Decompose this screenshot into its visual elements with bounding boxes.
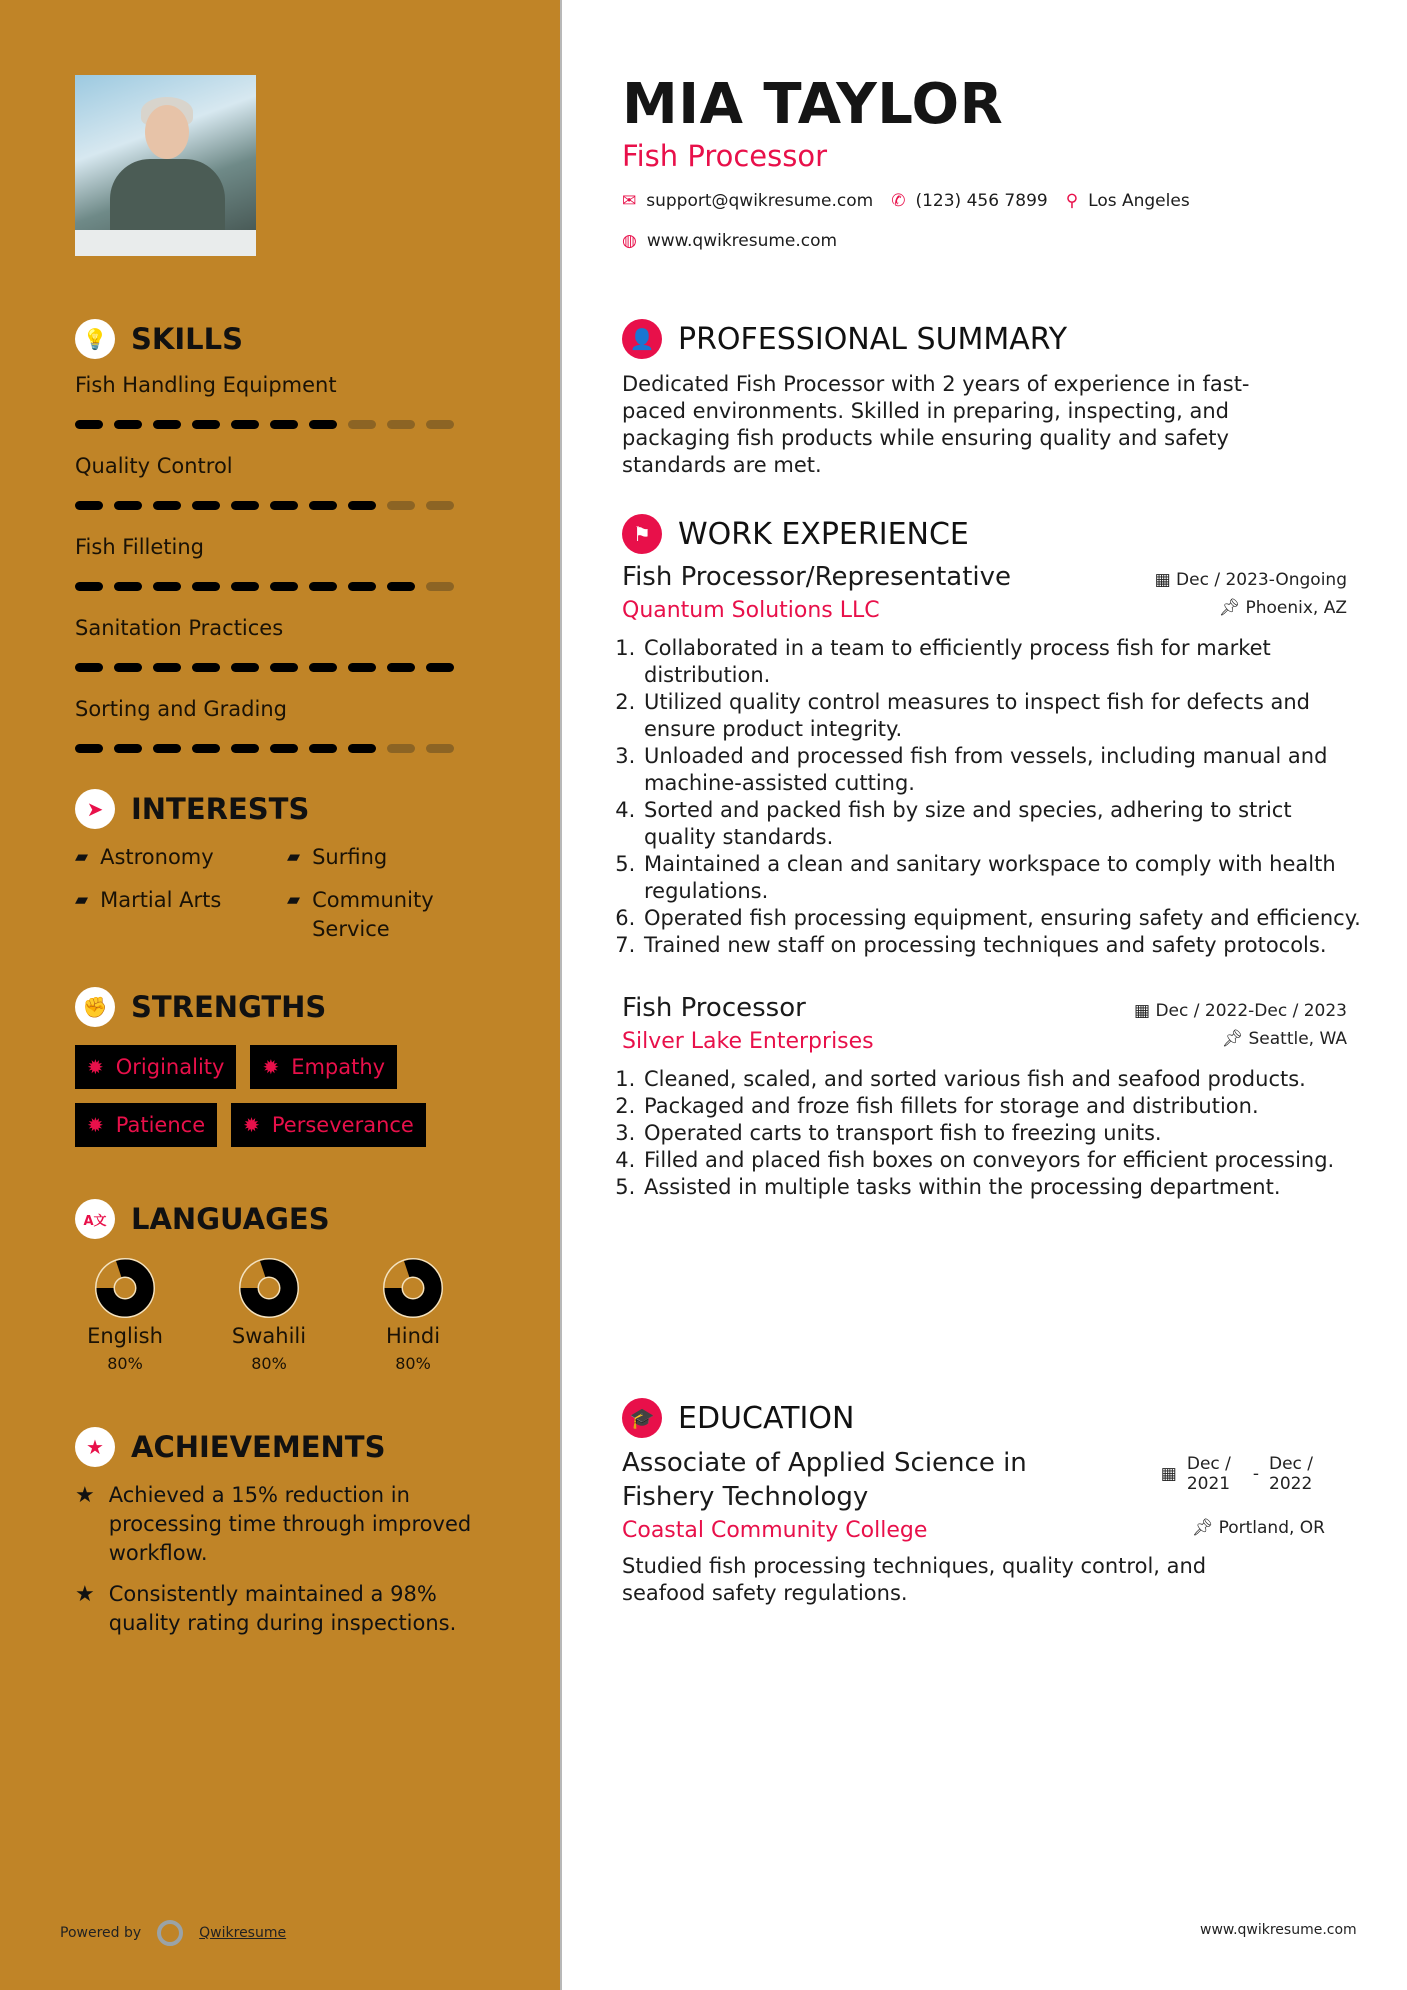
experience-heading: WORK EXPERIENCE <box>678 516 969 552</box>
skill-dash <box>231 420 259 429</box>
language-item <box>75 1257 175 1373</box>
strength-label: Patience <box>115 1113 206 1137</box>
skill-level-bar <box>75 663 454 672</box>
skill-dash <box>153 582 181 591</box>
pin-icon: 📌︎ <box>1218 598 1246 618</box>
responsibilities-list <box>642 635 1362 959</box>
strength-label: Originality <box>115 1055 225 1079</box>
degree: Associate of Applied Science in Fishery Technology <box>622 1448 1027 1512</box>
strengths-heading: STRENGTHS <box>131 990 327 1024</box>
skill-dash <box>231 582 259 591</box>
language-donut <box>238 1257 300 1319</box>
skill-dash <box>387 420 415 429</box>
paper-plane-icon: ➤ <box>75 789 115 829</box>
skill-dash <box>153 744 181 753</box>
language-percent: 80% <box>107 1354 143 1373</box>
skill-level-bar <box>75 501 454 510</box>
skill-dash <box>153 501 181 510</box>
calendar-icon: ▦ <box>1160 1464 1177 1484</box>
bullet: 4. Filled and placed fish boxes on conveyors for efficient processing. <box>642 1147 1362 1174</box>
language-percent: 80% <box>395 1354 431 1373</box>
qwikresume-logo-icon <box>157 1920 183 1946</box>
job-location-text: Phoenix, AZ <box>1245 598 1347 618</box>
user-icon: 👤 <box>622 319 662 359</box>
skill-dash <box>192 582 220 591</box>
achievement-item <box>75 1580 495 1638</box>
company: Silver Lake Enterprises <box>622 1029 874 1054</box>
job-date <box>1155 570 1347 590</box>
skill-dash <box>309 420 337 429</box>
strength-tag <box>250 1045 397 1089</box>
skill-dash <box>114 582 142 591</box>
location: Los Angeles <box>1088 191 1190 211</box>
skill-label: Quality Control <box>75 454 233 478</box>
pin-icon: 📌︎ <box>1221 1029 1249 1049</box>
skill-dash <box>231 501 259 510</box>
candidate-name: MIA TAYLOR <box>622 72 1004 137</box>
achievements-section <box>75 1427 495 1650</box>
job-subheader <box>622 1029 1347 1054</box>
language-name: Hindi <box>385 1324 441 1348</box>
summary-text: Dedicated Fish Processor with 2 years of experience in fast-paced environments. Skilled in preparing, inspecting, and packaging fish products while ensuring quality and safety standards are met. <box>622 372 1250 477</box>
skill-dash <box>426 744 454 753</box>
lightbulb-icon: 💡 <box>75 319 115 359</box>
skill-dash <box>75 663 103 672</box>
language-name: English <box>87 1324 163 1348</box>
job-date-text: Dec / 2022-Dec / 2023 <box>1155 1001 1347 1021</box>
school: Coastal Community College <box>622 1518 928 1543</box>
phone-icon: ✆ <box>891 191 906 211</box>
skill-dash <box>387 663 415 672</box>
skill-dash <box>426 501 454 510</box>
envelope-icon: ✉ <box>622 191 637 211</box>
skill-dash <box>192 663 220 672</box>
education-section: 🎓 EDUCATION Associate of Applied Science in Fishery Technology ▦ Dec / 2021 - Dec / 2022 Coastal Community College 📌︎ Portland, OR Studied fish processing techniques, quality control, and seafood safety regulations. <box>622 1398 1347 1607</box>
skill-dash <box>426 663 454 672</box>
skill-dash <box>270 744 298 753</box>
skill-dash <box>270 420 298 429</box>
achievements-heading: ACHIEVEMENTS <box>131 1430 386 1464</box>
edu-start: Dec / 2021 <box>1186 1454 1231 1494</box>
interest-item <box>75 886 287 944</box>
pin-icon: 📌︎ <box>1191 1518 1219 1538</box>
achievement-item <box>75 1481 495 1568</box>
job-date-text: Dec / 2023-Ongoing <box>1176 570 1347 590</box>
job-title: Fish Processor <box>622 139 828 173</box>
interest-item <box>75 843 287 872</box>
education-heading: EDUCATION <box>678 1400 855 1436</box>
skill-dash <box>231 663 259 672</box>
summary-section <box>622 319 1347 479</box>
bullet: 4. Sorted and packed fish by size and species, adhering to strict quality standards. <box>642 797 1362 851</box>
skill-level-bar <box>75 582 454 591</box>
edu-location: Portland, OR <box>1218 1518 1325 1538</box>
strength-label: Empathy <box>291 1055 386 1079</box>
job-date <box>1134 1001 1347 1021</box>
strength-label: Perseverance <box>271 1113 414 1137</box>
interest-item <box>287 843 477 872</box>
summary-heading: PROFESSIONAL SUMMARY <box>678 321 1068 357</box>
bullet: 7. Trained new staff on processing techniques and safety protocols. <box>642 932 1362 959</box>
job-subheader <box>622 598 1347 623</box>
skill-dash <box>348 582 376 591</box>
skill-dash <box>75 501 103 510</box>
language-item <box>219 1257 319 1373</box>
skill-dash <box>348 501 376 510</box>
achievement-text: Consistently maintained a 98% quality rating during inspections. <box>108 1582 457 1635</box>
skill-dash <box>114 501 142 510</box>
job-role: Fish Processor <box>622 993 806 1023</box>
job-entry <box>622 562 1361 959</box>
badge-icon: ✹ <box>262 1055 280 1079</box>
bullet: 6. Operated fish processing equipment, ensuring safety and efficiency. <box>642 905 1362 932</box>
skill-dash <box>270 663 298 672</box>
strength-tag <box>75 1103 217 1147</box>
calendar-icon: ▦ <box>1134 1001 1156 1021</box>
bullet: 1. Collaborated in a team to efficiently process fish for market distribution. <box>642 635 1362 689</box>
skill-dash <box>153 420 181 429</box>
skill-dash <box>231 744 259 753</box>
skill-dash <box>270 582 298 591</box>
skill-dash <box>114 663 142 672</box>
responsibilities-list <box>642 1066 1362 1201</box>
skill-dash <box>114 420 142 429</box>
company: Quantum Solutions LLC <box>622 598 880 623</box>
powered-by <box>60 1920 286 1946</box>
skill-dash <box>348 663 376 672</box>
skills-section <box>75 319 454 778</box>
book-icon: ▰ <box>75 890 89 910</box>
skill-dash <box>426 420 454 429</box>
bullet: 5. Maintained a clean and sanitary workspace to comply with health regulations. <box>642 851 1362 905</box>
edu-end: Dec / 2022 <box>1269 1454 1314 1494</box>
job-header <box>622 562 1347 592</box>
skill-dash <box>75 582 103 591</box>
language-name: Swahili <box>231 1324 307 1348</box>
book-icon: ▰ <box>75 847 89 867</box>
bullet: 2. Utilized quality control measures to inspect fish for defects and ensure product integrity. <box>642 689 1362 743</box>
skill-dash <box>153 663 181 672</box>
skill-dash <box>75 420 103 429</box>
skill-label: Fish Filleting <box>75 535 204 559</box>
skill-dash <box>309 582 337 591</box>
badge-icon: ✹ <box>87 1055 104 1079</box>
bullet: 3. Unloaded and processed fish from vessels, including manual and machine-assisted cutting. <box>642 743 1362 797</box>
skill-label: Sanitation Practices <box>75 616 284 640</box>
strengths-section <box>75 987 475 1147</box>
job-location-text: Seattle, WA <box>1248 1029 1347 1049</box>
header <box>622 72 1347 251</box>
graduate-icon: 🎓 <box>622 1398 662 1438</box>
website[interactable]: www.qwikresume.com <box>646 231 838 251</box>
skills-heading: SKILLS <box>131 322 243 356</box>
languages-heading: LANGUAGES <box>131 1202 330 1236</box>
powered-by-label: Powered by <box>60 1925 142 1941</box>
skill-dash <box>114 744 142 753</box>
badge-icon: ✹ <box>243 1113 260 1137</box>
achievement-star-icon: ★ <box>75 1483 95 1508</box>
bullet: 1. Cleaned, scaled, and sorted various fish and seafood products. <box>642 1066 1362 1093</box>
skill-label: Sorting and Grading <box>75 697 287 721</box>
skill-dash <box>309 663 337 672</box>
achievement-text: Achieved a 15% reduction in processing time through improved workflow. <box>108 1483 472 1565</box>
calendar-icon: ▦ <box>1154 570 1177 590</box>
language-donut <box>382 1257 444 1319</box>
job-entry <box>622 993 1347 1201</box>
bullet: 2. Packaged and froze fish fillets for storage and distribution. <box>642 1093 1362 1120</box>
skill-dash <box>348 420 376 429</box>
skill-dash <box>192 501 220 510</box>
fist-icon: ✊ <box>75 987 115 1027</box>
languages-section <box>75 1199 463 1373</box>
interests-section <box>75 789 477 944</box>
experience-section <box>622 514 1361 1201</box>
footer-website: www.qwikresume.com <box>1200 1922 1357 1938</box>
translate-icon: A文 <box>75 1199 115 1239</box>
bullet: 5. Assisted in multiple tasks within the processing department. <box>642 1174 1362 1201</box>
edu-description: Studied fish processing techniques, quality control, and seafood safety regulations. <box>622 1554 1207 1605</box>
map-pin-icon: ⚲ <box>1065 191 1079 211</box>
skill-label: Fish Handling Equipment <box>75 373 337 397</box>
globe-icon: ◍ <box>622 231 637 251</box>
skill-dash <box>387 501 415 510</box>
skill-dash <box>270 501 298 510</box>
skill-dash <box>309 744 337 753</box>
skill-dash <box>387 582 415 591</box>
badge-icon: ✹ <box>87 1113 104 1137</box>
book-icon: ▰ <box>287 847 301 867</box>
job-location <box>1218 598 1347 618</box>
interest-label: Astronomy <box>100 845 214 869</box>
achievement-star-icon: ★ <box>75 1582 95 1607</box>
email[interactable]: support@qwikresume.com <box>646 191 874 211</box>
skill-dash <box>192 420 220 429</box>
interest-label: Martial Arts <box>100 888 222 912</box>
bullet: 3. Operated carts to transport fish to freezing units. <box>642 1120 1362 1147</box>
profile-photo <box>75 75 256 256</box>
phone: (123) 456 7899 <box>915 191 1048 211</box>
qwikresume-link[interactable]: Qwikresume <box>199 1925 287 1941</box>
skill-dash <box>75 744 103 753</box>
language-item <box>363 1257 463 1373</box>
interest-label: Community Service <box>312 888 434 941</box>
skill-level-bar <box>75 744 454 753</box>
skill-dash <box>426 582 454 591</box>
skill-level-bar <box>75 420 454 429</box>
job-role: Fish Processor/Representative <box>622 562 1012 592</box>
strength-tag <box>231 1103 426 1147</box>
skill-dash <box>192 744 220 753</box>
job-location <box>1222 1029 1348 1049</box>
interest-item <box>287 886 477 944</box>
skill-dash <box>309 501 337 510</box>
chair-icon: ⚑ <box>622 514 662 554</box>
star-icon: ★ <box>75 1427 115 1467</box>
language-percent: 80% <box>251 1354 287 1373</box>
strength-tag <box>75 1045 236 1089</box>
job-header <box>622 993 1347 1023</box>
skill-dash <box>348 744 376 753</box>
interests-heading: INTERESTS <box>131 792 310 826</box>
skill-dash <box>387 744 415 753</box>
interest-label: Surfing <box>312 845 388 869</box>
language-donut <box>94 1257 156 1319</box>
book-icon: ▰ <box>287 890 301 910</box>
